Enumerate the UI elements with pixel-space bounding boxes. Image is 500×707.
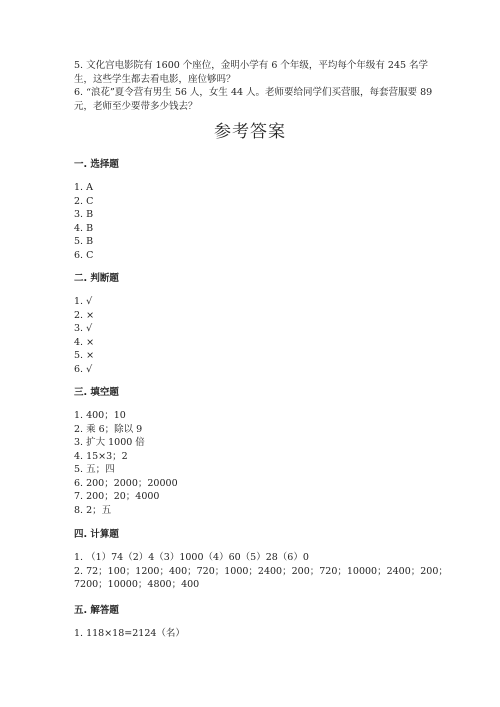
answer-item: 6. √ (74, 363, 93, 375)
answer-item: 3. √ (74, 323, 93, 334)
answer-item: 1. 118×18=2124（名） (74, 628, 185, 639)
answer-item: 2. 72；100；1200；400；720；1000；2400；200；720；10000；2400；200； (74, 565, 448, 577)
judge-answers (74, 295, 94, 376)
answer-item: 6. C (74, 249, 94, 261)
choice-answers (74, 181, 93, 262)
answer-item: 8. 2；五 (74, 504, 112, 516)
answer-item: 2. C (74, 195, 94, 207)
answer-item: 7200；10000；4800；400 (74, 579, 200, 590)
answer-item: 1. （1）74（2）4（3）1000（4）60（5）28（6）0 (74, 552, 309, 563)
calc-answers (74, 551, 448, 592)
answer-item: 1. 400；10 (74, 410, 126, 421)
answer-item: 4. 15×3；2 (74, 450, 128, 462)
section-heading-fill: 三. 填空题 (74, 387, 119, 398)
section-heading-calc: 四. 计算题 (74, 529, 119, 540)
fill-answers (74, 409, 178, 517)
answer-item: 7. 200；20；4000 (74, 491, 160, 502)
solve-answers (74, 627, 185, 641)
section-heading-solve: 五. 解答题 (74, 605, 119, 616)
answer-item: 5. 五；四 (74, 464, 115, 475)
answer-item: 1. √ (74, 296, 93, 307)
answer-item: 2. 乘 6；除以 9 (74, 423, 143, 435)
answer-item: 5. × (74, 350, 95, 361)
answer-item: 3. 扩大 1000 倍 (74, 437, 145, 448)
section-heading-choice: 一. 选择题 (74, 159, 119, 170)
answer-item: 2. × (74, 309, 95, 321)
section-heading-judge: 二. 判断题 (74, 273, 119, 284)
problem-6: 6. “浪花”夏令营有男生 56 人，女生 44 人。老师要给同学们买营服，每套营服要 89 元，老师至少要带多少钱去？ (74, 87, 433, 112)
answer-item: 4. B (74, 222, 94, 234)
answer-item: 5. B (74, 236, 94, 247)
answer-item: 4. × (74, 336, 95, 348)
answer-title: 参考答案 (214, 122, 286, 142)
problem-list (74, 59, 434, 113)
answer-item: 6. 200；2000；20000 (74, 477, 178, 489)
answer-item: 3. B (74, 209, 94, 220)
answer-item: 1. A (74, 182, 93, 193)
problem-5: 5. 文化宫电影院有 1600 个座位，金明小学有 6 个年级，平均每个年级有 245 名学生，这些学生都去看电影，座位够吗？ (74, 60, 429, 85)
